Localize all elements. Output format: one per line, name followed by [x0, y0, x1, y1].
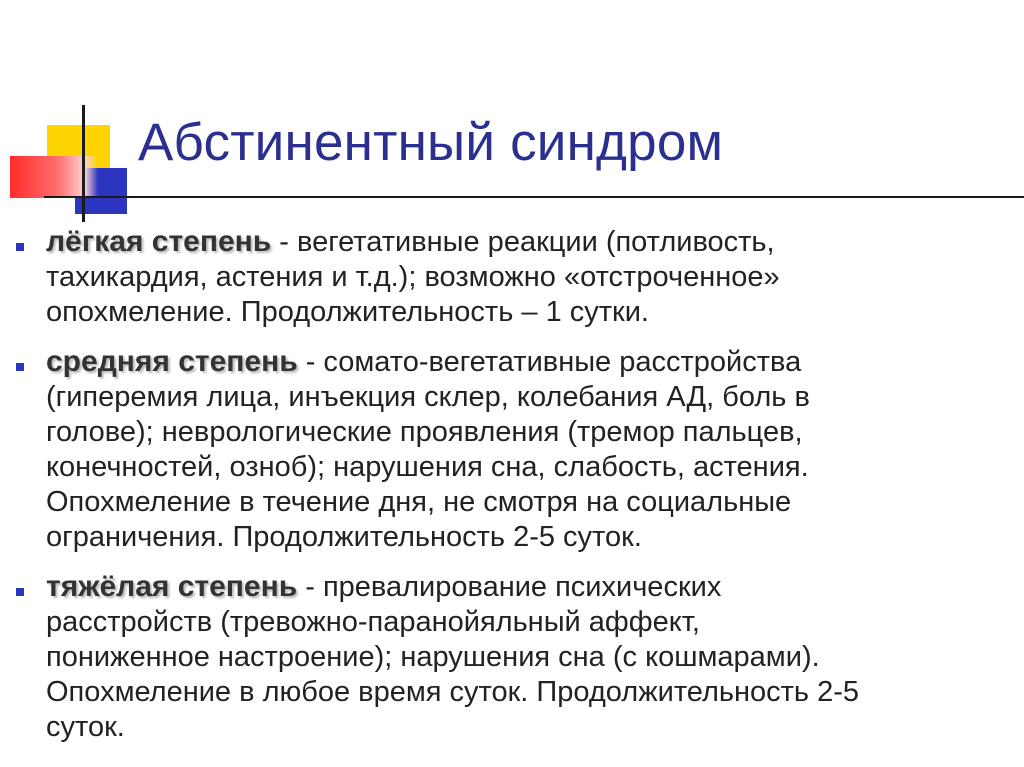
item-line: ограничения. Продолжительность 2-5 суток. [46, 521, 642, 553]
item-term: тяжёлая степень [46, 570, 298, 603]
item-text: - сомато-вегетативные расстройства [297, 346, 802, 378]
item-term: лёгкая степень [46, 225, 272, 258]
square-bullet-icon [16, 243, 24, 251]
item-line: Опохмеление в течение дня, не смотря на социальные [46, 486, 792, 518]
item-first-line [46, 224, 1016, 260]
item-text: - превалирование психических [297, 571, 722, 603]
slide-title: Абстинентный синдром [138, 113, 724, 172]
square-bullet-icon [16, 363, 24, 371]
list-item [6, 224, 1016, 330]
title-underline [44, 196, 1024, 198]
item-line: тахикардия, астения и т.д.); возможно «отстроченное» [46, 261, 780, 293]
item-text: - вегетативные реакции (потливость, [271, 226, 775, 258]
list-item [6, 569, 1016, 745]
bullet-list [6, 224, 1016, 759]
item-first-line [46, 344, 1016, 380]
item-term: средняя степень [46, 345, 298, 378]
item-line: пониженное настроение); нарушения сна (с кошмарами). [46, 641, 820, 673]
item-line: расстройств (тревожно-паранойяльный аффект, [46, 606, 700, 638]
item-first-line [46, 569, 1016, 605]
logo-vertical-line [82, 105, 85, 222]
list-item [6, 344, 1016, 555]
square-bullet-icon [16, 588, 24, 596]
item-line: суток. [46, 711, 125, 743]
item-line: голове); неврологические проявления (тремор пальцев, [46, 416, 803, 448]
item-line: Опохмеление в любое время суток. Продолжительность 2-5 [46, 676, 859, 708]
item-line: опохмеление. Продолжительность – 1 сутки. [46, 296, 649, 328]
item-line: (гиперемия лица, инъекция склер, колебания АД, боль в [46, 381, 810, 413]
item-line: конечностей, озноб); нарушения сна, слабость, астения. [46, 451, 809, 483]
